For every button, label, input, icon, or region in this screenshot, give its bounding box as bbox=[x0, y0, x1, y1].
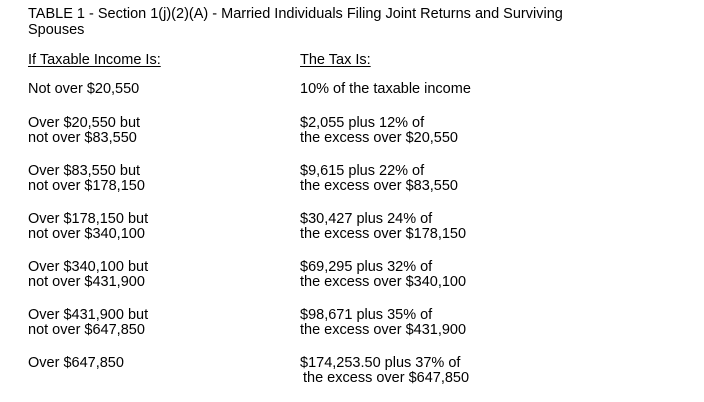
column-headers bbox=[28, 52, 698, 70]
tax-amount-line: $174,253.50 plus 37% of bbox=[300, 355, 461, 371]
tax-amount-cell bbox=[300, 356, 469, 386]
income-range-cell bbox=[28, 260, 148, 290]
tax-amount-line: the excess over $431,900 bbox=[300, 322, 467, 338]
income-range-line: not over $83,550 bbox=[28, 130, 137, 146]
tax-amount-line: the excess over $647,850 bbox=[303, 370, 470, 386]
income-range-line: not over $340,100 bbox=[28, 226, 145, 242]
income-range-line: not over $647,850 bbox=[28, 322, 145, 338]
table-title-line-1: TABLE 1 - Section 1(j)(2)(A) - Married Individuals Filing Joint Returns and Surviving bbox=[28, 6, 563, 22]
income-range-line: Over $340,100 but bbox=[28, 259, 149, 275]
tax-amount-cell bbox=[300, 164, 458, 194]
income-range-line: Over $178,150 but bbox=[28, 211, 149, 227]
table-title bbox=[28, 6, 698, 38]
income-range-cell bbox=[28, 116, 140, 146]
income-range-cell bbox=[28, 212, 148, 242]
income-range-cell bbox=[28, 82, 139, 97]
tax-amount-line: the excess over $178,150 bbox=[300, 226, 467, 242]
tax-amount-line: $2,055 plus 12% of bbox=[300, 115, 425, 131]
tax-amount-cell bbox=[300, 82, 471, 97]
header-taxable-income: If Taxable Income Is: bbox=[28, 52, 161, 68]
tax-amount-line: the excess over $340,100 bbox=[300, 274, 467, 290]
income-range-line: Over $647,850 bbox=[28, 355, 124, 371]
tax-table-document bbox=[28, 6, 698, 402]
tax-amount-cell bbox=[300, 116, 458, 146]
tax-amount-cell bbox=[300, 212, 466, 242]
header-tax: The Tax Is: bbox=[300, 52, 371, 68]
income-range-cell bbox=[28, 164, 145, 194]
tax-amount-line: 10% of the taxable income bbox=[300, 81, 471, 97]
tax-amount-line: $9,615 plus 22% of bbox=[300, 163, 425, 179]
tax-amount-line: the excess over $83,550 bbox=[300, 178, 458, 194]
tax-amount-line: $69,295 plus 32% of bbox=[300, 259, 433, 275]
tax-amount-line: $30,427 plus 24% of bbox=[300, 211, 433, 227]
income-range-line: Over $20,550 but bbox=[28, 115, 141, 131]
income-range-cell bbox=[28, 356, 124, 371]
tax-amount-cell bbox=[300, 308, 466, 338]
income-range-line: Not over $20,550 bbox=[28, 81, 140, 97]
income-range-cell bbox=[28, 308, 148, 338]
tax-brackets bbox=[28, 82, 698, 402]
tax-amount-line: $98,671 plus 35% of bbox=[300, 307, 433, 323]
tax-amount-cell bbox=[300, 260, 466, 290]
tax-amount-line: the excess over $20,550 bbox=[300, 130, 458, 146]
income-range-line: not over $178,150 bbox=[28, 178, 145, 194]
income-range-line: Over $431,900 but bbox=[28, 307, 149, 323]
table-title-line-2: Spouses bbox=[28, 22, 85, 38]
income-range-line: Over $83,550 but bbox=[28, 163, 141, 179]
income-range-line: not over $431,900 bbox=[28, 274, 145, 290]
